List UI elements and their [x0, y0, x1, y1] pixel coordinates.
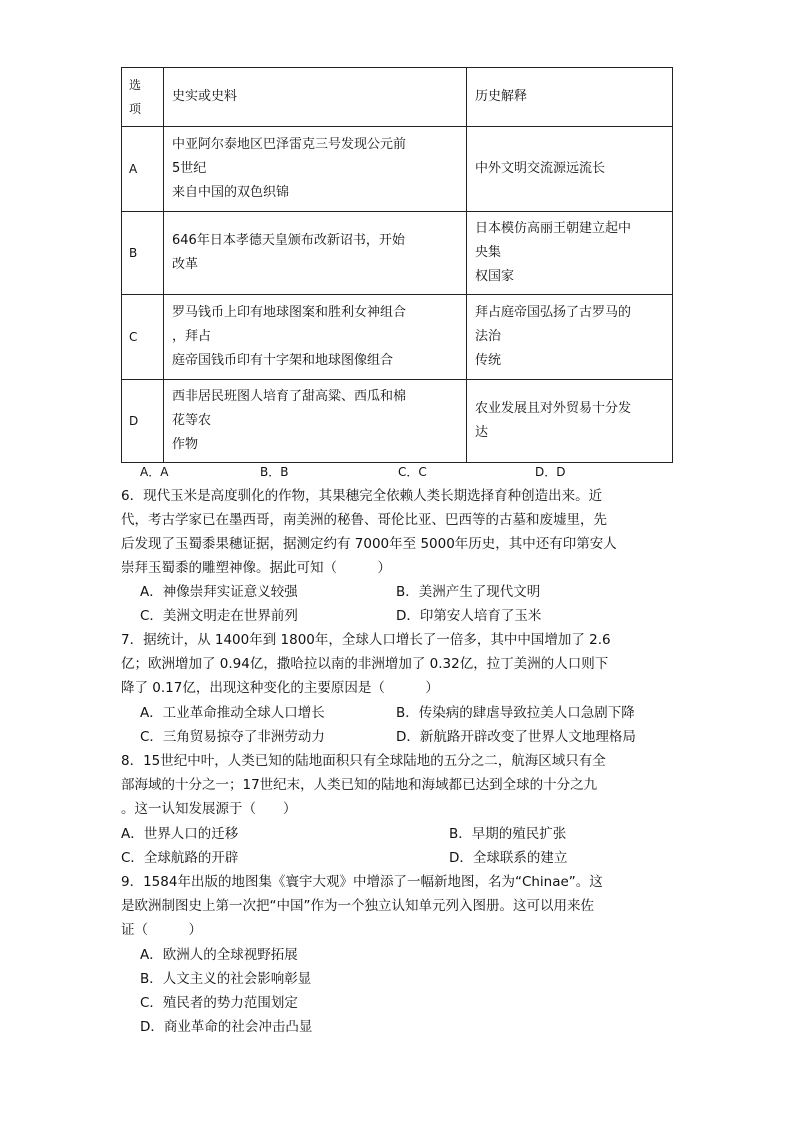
row-explain	[467, 212, 673, 295]
fact-line: ，拜占	[172, 329, 212, 344]
stem-line: 后发现了玉蜀黍果穗证据，据测定约有 7000年至 5000年历史，其中还有印第安人	[121, 536, 617, 552]
row-explain	[467, 295, 673, 380]
q7-option-c[interactable]: C．三角贸易掠夺了非洲劳动力	[140, 729, 325, 745]
fact-line: 来自中国的双色织锦	[172, 185, 290, 200]
row-label: A	[122, 127, 164, 212]
table-row	[122, 295, 673, 380]
q6-stem	[121, 484, 673, 580]
stem-line: 9．1584年出版的地图集《寰宇大观》中增添了一幅新地图，名为“Chinae”。这	[121, 874, 603, 890]
stem-line: 崇拜玉蜀黍的雕塑神像。据此可知（ ）	[121, 560, 391, 576]
row-fact	[164, 127, 467, 212]
explain-line: 日本模仿高丽王朝建立起中	[475, 221, 632, 236]
fact-line: 改革	[172, 257, 199, 272]
header-explain: 历史解释	[467, 68, 673, 127]
q7-stem	[121, 628, 673, 700]
row-fact	[164, 380, 467, 463]
q6-option-a[interactable]: A．神像崇拜实证意义较强	[140, 584, 298, 600]
q9-option-d[interactable]: D．商业革命的社会冲击凸显	[140, 1019, 313, 1035]
choice-d[interactable]: D．D	[535, 465, 566, 479]
q6-option-b[interactable]: B．美洲产生了现代文明	[396, 584, 541, 600]
q7-option-d[interactable]: D．新航路开辟改变了世界人文地理格局	[396, 729, 636, 745]
explain-line: 央集	[475, 245, 502, 260]
q9-option-a[interactable]: A．欧洲人的全球视野拓展	[140, 947, 298, 963]
choice-c[interactable]: C．C	[398, 465, 427, 479]
explain-line: 权国家	[475, 269, 515, 284]
fact-line: 西非居民班图人培育了甜高粱、西瓜和棉	[172, 389, 407, 404]
stem-line: 部海域的十分之一；17世纪末，人类已知的陆地和海域都已达到全球的十分之九	[121, 777, 598, 793]
q7-option-b[interactable]: B．传染病的肆虐导致拉美人口急剧下降	[396, 705, 635, 721]
q8-stem	[121, 749, 673, 821]
stem-line: 7．据统计，从 1400年到 1800年，全球人口增长了一倍多，其中中国增加了 2.6	[121, 632, 611, 648]
row-label: B	[122, 212, 164, 295]
row-label: D	[122, 380, 164, 463]
q9-option-c[interactable]: C．殖民者的势力范围划定	[140, 995, 298, 1011]
choice-a[interactable]: A．A	[140, 465, 169, 479]
explain-line: 传统	[475, 353, 502, 368]
stem-line: 8．15世纪中叶，人类已知的陆地面积只有全球陆地的五分之二，航海区域只有全	[121, 753, 606, 769]
stem-line: 是欧洲制图史上第一次把“中国”作为一个独立认知单元列入图册。这可以用来佐	[121, 898, 594, 914]
q9-stem	[121, 870, 673, 942]
q6-option-c[interactable]: C．美洲文明走在世界前列	[140, 608, 298, 624]
row-explain	[467, 380, 673, 463]
explain-line: 中外文明交流源远流长	[475, 161, 606, 176]
table-row	[122, 380, 673, 463]
fact-line: 罗马钱币上印有地球图案和胜利女神组合	[172, 305, 407, 320]
row-fact	[164, 212, 467, 295]
stem-line: 亿；欧洲增加了 0.94亿，撒哈拉以南的非洲增加了 0.32亿，拉丁美洲的人口则下	[121, 656, 609, 672]
explain-line: 农业发展且对外贸易十分发	[475, 401, 632, 416]
fact-line: 庭帝国钱币印有十字架和地球图像组合	[172, 353, 394, 368]
explain-line: 法治	[475, 329, 502, 344]
stem-line: 。这一认知发展源于（ ）	[121, 801, 297, 817]
header-option	[122, 68, 164, 127]
q8-option-d[interactable]: D．全球联系的建立	[449, 850, 568, 866]
stem-line: 代，考古学家已在墨西哥，南美洲的秘鲁、哥伦比亚、巴西等的古墓和废墟里，先	[121, 512, 607, 528]
table-row	[122, 212, 673, 295]
q6-option-d[interactable]: D．印第安人培育了玉米	[396, 608, 542, 624]
q8-option-a[interactable]: A．世界人口的迁移	[121, 826, 239, 842]
stem-line: 6．现代玉米是高度驯化的作物，其果穗完全依赖人类长期选择育种创造出来。近	[121, 488, 603, 504]
choice-b[interactable]: B．B	[260, 465, 289, 479]
q8-option-b[interactable]: B．早期的殖民扩张	[449, 826, 567, 842]
row-label: C	[122, 295, 164, 380]
q9-option-b[interactable]: B．人文主义的社会影响彰显	[140, 971, 312, 987]
q8-option-c[interactable]: C．全球航路的开辟	[121, 850, 239, 866]
fact-line: 5世纪	[172, 161, 207, 176]
q7-option-a[interactable]: A．工业革命推动全球人口增长	[140, 705, 325, 721]
stem-line: 证（ ）	[121, 922, 202, 938]
header-option-line: 项	[129, 102, 142, 116]
row-explain	[467, 127, 673, 212]
explain-line: 拜占庭帝国弘扬了古罗马的	[475, 305, 632, 320]
fact-line: 中亚阿尔泰地区巴泽雷克三号发现公元前	[172, 137, 407, 152]
fact-line: 646年日本孝德天皇颁布改新诏书，开始	[172, 233, 405, 248]
explain-line: 达	[475, 425, 489, 440]
header-option-line: 选	[129, 78, 142, 92]
stem-line: 降了 0.17亿，出现这种变化的主要原因是（ ）	[121, 680, 439, 696]
fact-line: 作物	[172, 437, 199, 452]
fact-line: 花等农	[172, 413, 212, 428]
header-fact: 史实或史料	[164, 68, 467, 127]
row-fact	[164, 295, 467, 380]
table-row	[122, 127, 673, 212]
table-header-row	[122, 68, 673, 127]
q5-table	[121, 67, 673, 463]
